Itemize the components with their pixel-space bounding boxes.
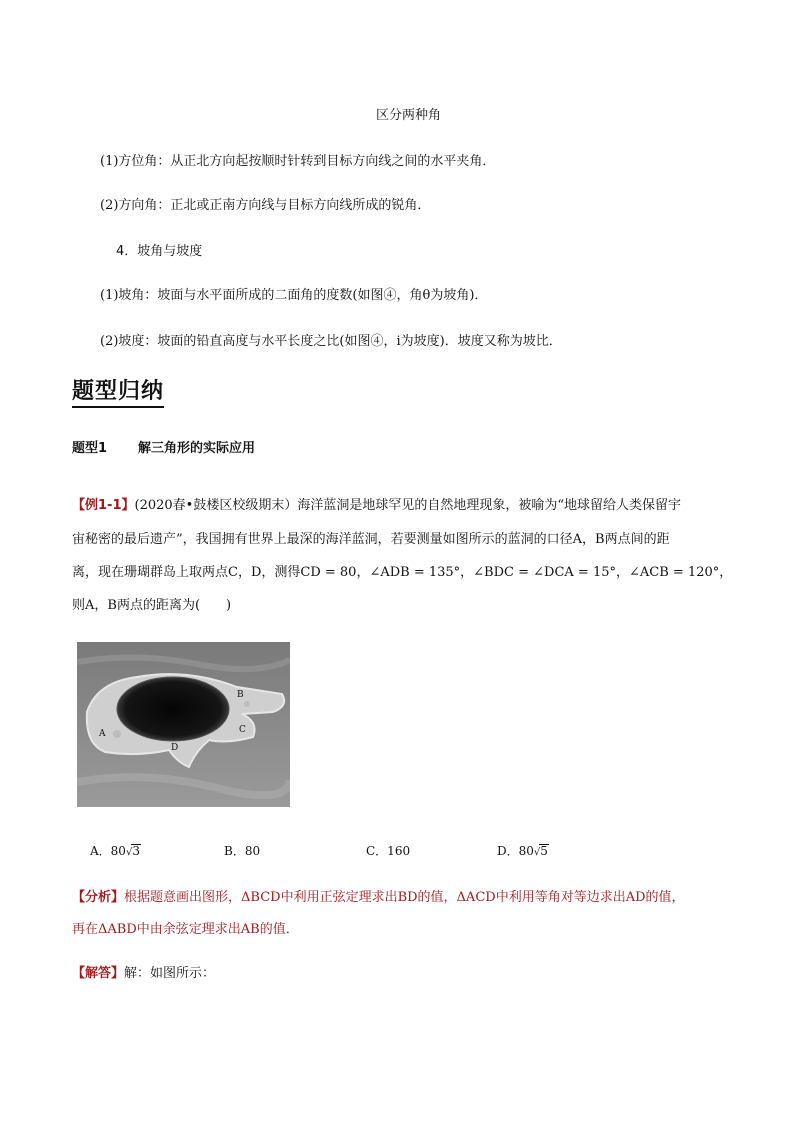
photo-label-b: B <box>237 690 244 700</box>
option-a-prefix: A．80 <box>90 844 126 858</box>
slope-angle-definition: (1)坡角：坡面与水平面所成的二面角的度数(如图④，角θ为坡角)． <box>100 288 488 303</box>
example-text-1: (2020春•鼓楼区校级期末）海洋蓝洞是地球罕见的自然地理现象，被喻为“地球留给人类保留宇 <box>134 498 681 513</box>
answer-tag: 【解答】 <box>72 966 125 981</box>
direction-definition: (2)方向角：正北或正南方向线与目标方向线所成的锐角． <box>100 198 431 213</box>
option-d[interactable]: D．80√5 <box>497 844 548 858</box>
example-line-1 <box>72 494 681 513</box>
azimuth-definition: (1)方位角：从正北方向起按顺时针转到目标方向线之间的水平夹角． <box>100 154 496 169</box>
option-a[interactable]: A．80√3 <box>90 844 140 858</box>
option-b[interactable]: B．80 <box>224 844 261 858</box>
heading-center: 区分两种角 <box>376 108 442 123</box>
blue-hole-illustration <box>77 642 290 807</box>
option-d-radicand: 5 <box>540 844 548 858</box>
slope-ratio-definition: (2)坡度：坡面的铅直高度与水平长度之比(如图④，i为坡度)．坡度又称为坡比． <box>100 334 562 349</box>
photo-label-a: A <box>99 729 106 739</box>
photo-label-d: D <box>171 743 179 753</box>
analysis-text-1: 根据题意画出图形，ΔBCD中利用正弦定理求出BD的值，ΔACD中利用等角对等边求出AD的值， <box>124 890 685 905</box>
analysis-line-1 <box>72 886 685 905</box>
question-type-title: 解三角形的实际应用 <box>138 441 256 456</box>
example-line-3: 离，现在珊瑚群岛上取两点C，D，测得CD = 80，∠ADB = 135°，∠BDC = ∠DCA = 15°，∠ACB = 120°， <box>72 565 733 580</box>
question-type-label: 题型1 <box>72 441 108 456</box>
option-c[interactable]: C．160 <box>366 844 411 858</box>
blue-hole-photo <box>77 642 290 807</box>
item-4-heading: 4．坡角与坡度 <box>116 244 203 259</box>
photo-label-c: C <box>239 725 246 735</box>
example-line-4: 则A，B两点的距离为( ) <box>72 598 232 613</box>
example-tag: 【例1-1】 <box>72 498 135 513</box>
option-a-radicand: 3 <box>132 844 140 858</box>
option-d-prefix: D．80 <box>497 844 534 858</box>
example-line-2: 宙秘密的最后遗产”，我国拥有世界上最深的海洋蓝洞，若要测量如图所示的蓝洞的口径A，B两点间的距 <box>72 532 670 547</box>
section-title: 题型归纳 <box>72 374 164 408</box>
answer-text: 解：如图所示： <box>124 966 216 981</box>
analysis-tag: 【分析】 <box>72 890 125 905</box>
answer-line <box>72 962 215 981</box>
analysis-line-2: 再在ΔABD中由余弦定理求出AB的值． <box>72 922 299 937</box>
